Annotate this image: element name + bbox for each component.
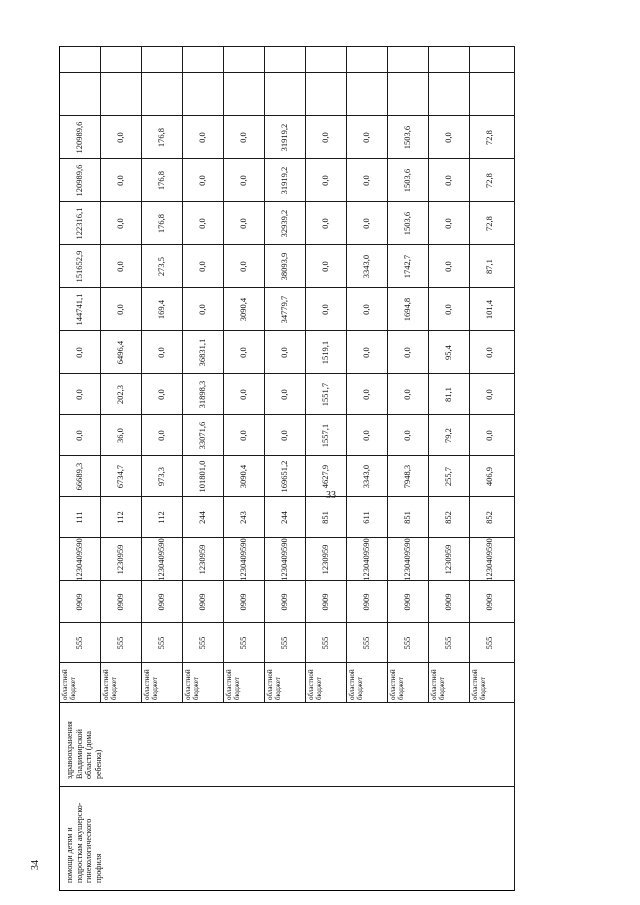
cell-target: 1230409590 [361, 538, 372, 581]
cell-value: 3343,0 [361, 254, 372, 279]
cell-value: 7948,3 [402, 464, 413, 489]
cell-value: 0,0 [197, 304, 208, 315]
table-border-bottom [514, 46, 515, 891]
cell-section: 0909 [484, 593, 495, 611]
cell-value: 0,0 [238, 261, 249, 272]
cell-value: 0,0 [402, 347, 413, 358]
cell-code: 555 [443, 636, 454, 650]
cell-target: 1230409590 [156, 538, 167, 581]
cell-value: 0,0 [197, 132, 208, 143]
cell-value: 1519,1 [320, 340, 331, 365]
cell-value: 0,0 [74, 389, 85, 400]
cell-value: 0,0 [443, 304, 454, 315]
cell-type: 244 [279, 511, 290, 524]
cell-value: 0,0 [320, 175, 331, 186]
cell-target: 1230959 [115, 544, 126, 575]
cell-value: 0,0 [279, 389, 290, 400]
cell-code: 555 [361, 636, 372, 650]
column-divider [59, 702, 515, 703]
cell-budget: областной бюджет [143, 669, 159, 700]
cell-value: 3090,4 [238, 297, 249, 322]
cell-target: 1230409590 [279, 538, 290, 581]
rotated-table-wrapper [59, 46, 515, 891]
cell-value: 0,0 [361, 304, 372, 315]
cell-value: 6734,7 [115, 464, 126, 489]
cell-value: 176,8 [156, 213, 167, 234]
cell-value: 0,0 [361, 132, 372, 143]
cell-value: 36,0 [115, 428, 126, 443]
cell-type: 112 [115, 511, 126, 524]
cell-section: 0909 [74, 593, 85, 611]
cell-type: 243 [238, 511, 249, 524]
cell-value: 31898,3 [197, 380, 208, 409]
cell-value: 1557,1 [320, 423, 331, 448]
cell-value: 0,0 [443, 261, 454, 272]
cell-value: 1694,8 [402, 297, 413, 322]
cell-value: 0,0 [484, 430, 495, 441]
cell-target: 1230959 [320, 544, 331, 575]
cell-value: 202,3 [115, 384, 126, 405]
table-border-left [59, 890, 515, 891]
budget-table [59, 46, 515, 891]
cell-value: 151652,9 [74, 250, 85, 283]
cell-value: 66689,3 [74, 462, 85, 491]
cell-value: 0,0 [361, 430, 372, 441]
cell-value: 72,8 [484, 130, 495, 145]
cell-value: 1742,7 [402, 254, 413, 279]
column-divider [59, 786, 515, 787]
cell-code: 555 [238, 636, 249, 650]
cell-budget: областной бюджет [225, 669, 241, 700]
cell-value: 4627,9 [320, 464, 331, 489]
cell-value: 1503,6 [402, 168, 413, 193]
cell-value: 3090,4 [238, 464, 249, 489]
cell-code: 555 [74, 636, 85, 650]
cell-value: 0,0 [197, 175, 208, 186]
cell-value: 0,0 [361, 218, 372, 229]
cell-value: 0,0 [156, 430, 167, 441]
cell-type: 611 [361, 511, 372, 524]
cell-value: 0,0 [115, 261, 126, 272]
cell-value: 34779,7 [279, 295, 290, 324]
cell-value: 0,0 [484, 347, 495, 358]
cell-value: 0,0 [484, 389, 495, 400]
cell-value: 0,0 [115, 175, 126, 186]
cell-code: 555 [115, 636, 126, 650]
cell-value: 0,0 [74, 430, 85, 441]
cell-value: 0,0 [238, 175, 249, 186]
cell-value: 6496,4 [115, 340, 126, 365]
cell-section: 0909 [402, 593, 413, 611]
cell-value: 0,0 [238, 218, 249, 229]
cell-budget: областной бюджет [61, 669, 77, 700]
cell-value: 0,0 [443, 132, 454, 143]
cell-target: 1230959 [197, 544, 208, 575]
cell-value: 122316,1 [74, 207, 85, 240]
cell-budget: областной бюджет [266, 669, 282, 700]
cell-type: 851 [402, 511, 413, 524]
cell-target: 1230409590 [238, 538, 249, 581]
cell-value: 101801,0 [197, 460, 208, 493]
cell-section: 0909 [197, 593, 208, 611]
cell-value: 0,0 [156, 347, 167, 358]
table-border-right [59, 46, 515, 47]
cell-value: 0,0 [238, 430, 249, 441]
cell-value: 0,0 [74, 347, 85, 358]
cell-value: 0,0 [197, 218, 208, 229]
institution-label: здравоохранения Владимирской области (дома ребенка) [65, 721, 103, 779]
cell-value: 0,0 [361, 347, 372, 358]
cell-value: 406,9 [484, 466, 495, 487]
cell-value: 169,4 [156, 299, 167, 320]
cell-value: 0,0 [115, 132, 126, 143]
cell-section: 0909 [320, 593, 331, 611]
cell-value: 144741,1 [74, 293, 85, 326]
cell-value: 0,0 [320, 304, 331, 315]
cell-value: 32939,2 [279, 209, 290, 238]
cell-budget: областной бюджет [471, 669, 487, 700]
cell-budget: областной бюджет [102, 669, 118, 700]
cell-value: 3343,0 [361, 464, 372, 489]
column-divider [59, 72, 515, 73]
cell-value: 120989,6 [74, 121, 85, 154]
cell-code: 555 [402, 636, 413, 650]
cell-section: 0909 [115, 593, 126, 611]
cell-budget: областной бюджет [184, 669, 200, 700]
cell-section: 0909 [361, 593, 372, 611]
cell-value: 0,0 [279, 430, 290, 441]
cell-value: 176,8 [156, 127, 167, 148]
cell-code: 555 [320, 636, 331, 650]
cell-value: 33071,6 [197, 421, 208, 450]
cell-value: 0,0 [320, 218, 331, 229]
cell-value: 0,0 [197, 261, 208, 272]
cell-value: 0,0 [238, 132, 249, 143]
cell-value: 72,8 [484, 216, 495, 231]
cell-value: 273,5 [156, 256, 167, 277]
cell-type: 852 [443, 511, 454, 524]
cell-code: 555 [279, 636, 290, 650]
cell-value: 0,0 [320, 132, 331, 143]
cell-value: 0,0 [443, 218, 454, 229]
cell-value: 72,8 [484, 173, 495, 188]
cell-code: 555 [484, 636, 495, 650]
cell-value: 31919,2 [279, 166, 290, 195]
cell-budget: областной бюджет [430, 669, 446, 700]
cell-value: 120989,6 [74, 164, 85, 197]
cell-type: 244 [197, 511, 208, 524]
cell-type: 852 [484, 511, 495, 524]
cell-value: 0,0 [279, 347, 290, 358]
cell-budget: областной бюджет [389, 669, 405, 700]
cell-value: 0,0 [320, 261, 331, 272]
cell-value: 0,0 [361, 389, 372, 400]
cell-value: 973,3 [156, 466, 167, 487]
cell-value: 0,0 [115, 304, 126, 315]
cell-section: 0909 [156, 593, 167, 611]
cell-value: 36831,1 [197, 338, 208, 367]
cell-value: 79,2 [443, 428, 454, 443]
cell-value: 1503,6 [402, 125, 413, 150]
program-description-label: помощи детям и подросткам акушерско-гинекологического профиля [65, 802, 103, 883]
cell-value: 0,0 [115, 218, 126, 229]
cell-type: 112 [156, 511, 167, 524]
cell-value: 176,8 [156, 170, 167, 191]
cell-value: 101,4 [484, 299, 495, 320]
cell-budget: областной бюджет [307, 669, 323, 700]
cell-value: 255,7 [443, 466, 454, 487]
cell-section: 0909 [443, 593, 454, 611]
cell-value: 0,0 [238, 389, 249, 400]
cell-value: 95,4 [443, 345, 454, 360]
cell-target: 1230959 [443, 544, 454, 575]
cell-target: 1230409590 [484, 538, 495, 581]
cell-value: 87,1 [484, 259, 495, 274]
cell-value: 0,0 [402, 389, 413, 400]
cell-section: 0909 [279, 593, 290, 611]
cell-target: 1230409590 [74, 538, 85, 581]
cell-code: 555 [197, 636, 208, 650]
edge-page-number: 34 [30, 860, 41, 870]
cell-code: 555 [156, 636, 167, 650]
cell-value: 0,0 [402, 430, 413, 441]
cell-target: 1230409590 [402, 538, 413, 581]
cell-budget: областной бюджет [348, 669, 364, 700]
cell-value: 81,1 [443, 387, 454, 402]
cell-value: 1503,6 [402, 211, 413, 236]
cell-value: 0,0 [156, 389, 167, 400]
cell-value: 1551,7 [320, 382, 331, 407]
cell-value: 0,0 [361, 175, 372, 186]
cell-value: 0,0 [238, 347, 249, 358]
cell-value: 0,0 [443, 175, 454, 186]
cell-value: 38093,9 [279, 252, 290, 281]
cell-type: 851 [320, 511, 331, 524]
cell-value: 31919,2 [279, 123, 290, 152]
cell-section: 0909 [238, 593, 249, 611]
cell-value: 169651,2 [279, 460, 290, 493]
cell-type: 111 [74, 511, 85, 524]
